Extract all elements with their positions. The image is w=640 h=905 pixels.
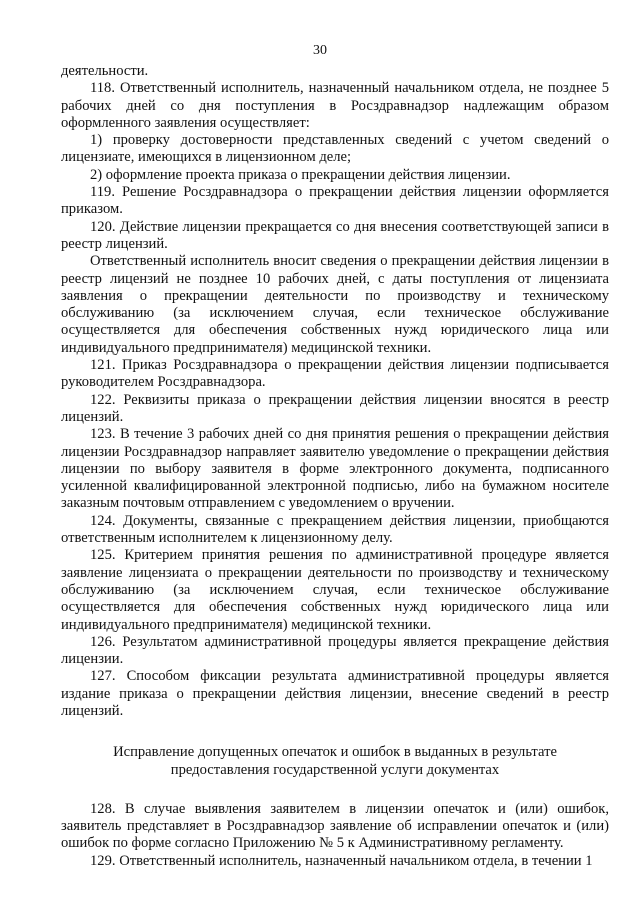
paragraph: 119. Решение Росздравнадзора о прекращении действия лицензии оформляется приказом. [61, 184, 609, 218]
paragraphs-after [61, 801, 609, 870]
paragraph: 122. Реквизиты приказа о прекращении действия лицензии вносятся в реестр лицензий. [61, 391, 609, 425]
paragraph: 128. В случае выявления заявителем в лицензии опечаток и (или) ошибок, заявитель представляет в Росздравнадзор заявление об исправлении опечаток и (или) ошибок по форме согласно Приложению № 5 к Административному регламенту. [61, 800, 609, 852]
paragraph: 127. Способом фиксации результата административной процедуры является издание приказа о прекращении действия лицензии, внесение сведений в реестр лицензий. [61, 668, 609, 719]
paragraph: 126. Результатом административной процедуры является прекращение действия лицензии. [61, 633, 609, 668]
body-text [61, 63, 609, 870]
paragraph: 120. Действие лицензии прекращается со дня внесения соответствующей записи в реестр лицензий. [61, 218, 609, 252]
paragraph: 124. Документы, связанные с прекращением действия лицензии, приобщаются ответственным исполнителем к лицензионному делу. [61, 512, 609, 547]
section-heading: Исправление допущенных опечаток и ошибок в выданных в результате предоставления государственной услуги документах [113, 744, 557, 778]
page-number: 30 [313, 43, 327, 58]
paragraphs-before [61, 63, 609, 720]
paragraph: 2) оформление проекта приказа о прекращении действия лицензии. [90, 166, 511, 183]
paragraph: 1) проверку достоверности представленных сведений с учетом сведений о лицензиате, имеющихся в лицензионном деле; [61, 132, 609, 166]
paragraph: 121. Приказ Росздравнадзора о прекращении действия лицензии подписывается руководителем Росздравнадзора. [61, 357, 609, 391]
paragraph: 129. Ответственный исполнитель, назначенный начальником отдела, в течении 1 [90, 852, 593, 869]
paragraph: деятельности. [61, 63, 149, 79]
paragraph: Ответственный исполнитель вносит сведения о прекращении действия лицензии в реестр лицензий не позднее 10 рабочих дней, с даты поступления от лицензиата заявления о прекращении деятельности по производству и техническому обслуживанию (за исключением случая, если техническое обслуживание осуществляется для обеспечения собственных нужд юридического лица или индивидуального предпринимателя) медицинской техники. [61, 253, 609, 356]
paragraph: 123. В течение 3 рабочих дней со дня принятия решения о прекращении действия лицензии Росздравнадзор направляет заявителю уведомление о прекращении действия лицензии по выбору заявителя в форме электронного документа, подписанного усиленной квалифицированной электронной подписью, либо на бумажном носителе заказным почтовым отправлением с уведомлением о вручении. [61, 426, 609, 512]
paragraph: 118. Ответственный исполнитель, назначенный начальником отдела, не позднее 5 рабочих дней со дня поступления в Росздравнадзор надлежащим образом оформленного заявления осуществляет: [61, 80, 609, 131]
paragraph: 125. Критерием принятия решения по административной процедуре является заявление лицензиата о прекращении деятельности по производству и техническому обслуживанию (за исключением случая, если техническое обслуживание осуществляется для обеспечения собственных нужд юридического лица или индивидуального предпринимателя) медицинской техники. [61, 547, 609, 633]
